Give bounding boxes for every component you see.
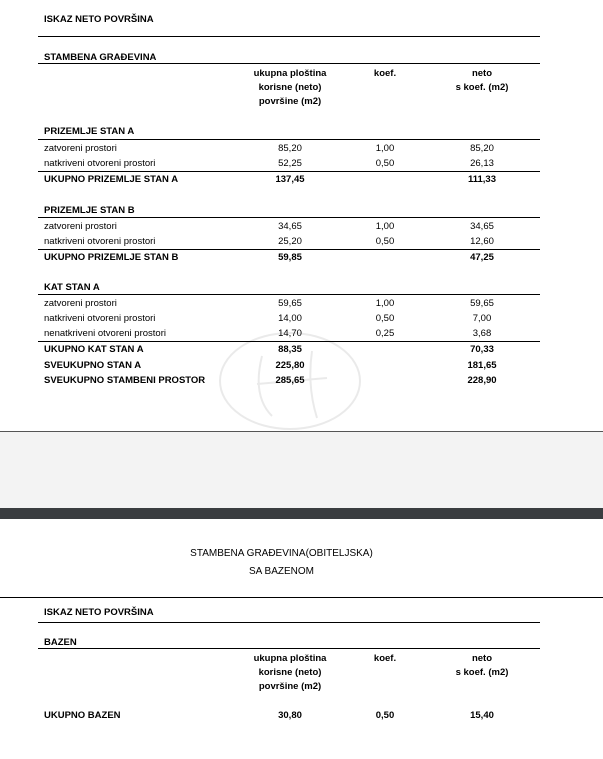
net-column-header: neto s koef. (m2): [455, 68, 509, 93]
group-title: KAT STAN A: [44, 282, 100, 293]
net-column-header: neto s koef. (m2): [455, 653, 509, 678]
section-title: STAMBENA GRAĐEVINA: [44, 52, 157, 63]
document-heading-line-1: STAMBENA GRAĐEVINA(OBITELJSKA): [190, 548, 373, 559]
coef-column-header: koef.: [373, 68, 397, 79]
area-column-header: ukupna ploština korisne (neto) površine (m2): [253, 68, 327, 107]
group-title: PRIZEMLJE STAN A: [44, 126, 135, 137]
area-column-header: ukupna ploština korisne (neto) površine (m2): [253, 653, 327, 692]
group-rule: [38, 139, 540, 140]
page-title: ISKAZ NETO POVRŠINA: [44, 607, 154, 618]
page-separator: [0, 508, 603, 519]
section-rule: [38, 648, 540, 649]
section-title: BAZEN: [44, 637, 77, 648]
page-gap: [0, 432, 603, 508]
page-title: ISKAZ NETO POVRŠINA: [44, 14, 154, 25]
group-title: PRIZEMLJE STAN B: [44, 205, 135, 216]
coef-column-header: koef.: [373, 653, 397, 664]
page-2-top-rule: [0, 597, 603, 598]
title-rule: [38, 622, 540, 623]
watermark-logo: [212, 326, 367, 436]
group-rule: [38, 217, 540, 218]
document-heading-line-2: SA BAZENOM: [248, 566, 314, 577]
title-rule: [38, 36, 540, 37]
group-rule: [38, 294, 540, 295]
section-rule: [38, 63, 540, 64]
